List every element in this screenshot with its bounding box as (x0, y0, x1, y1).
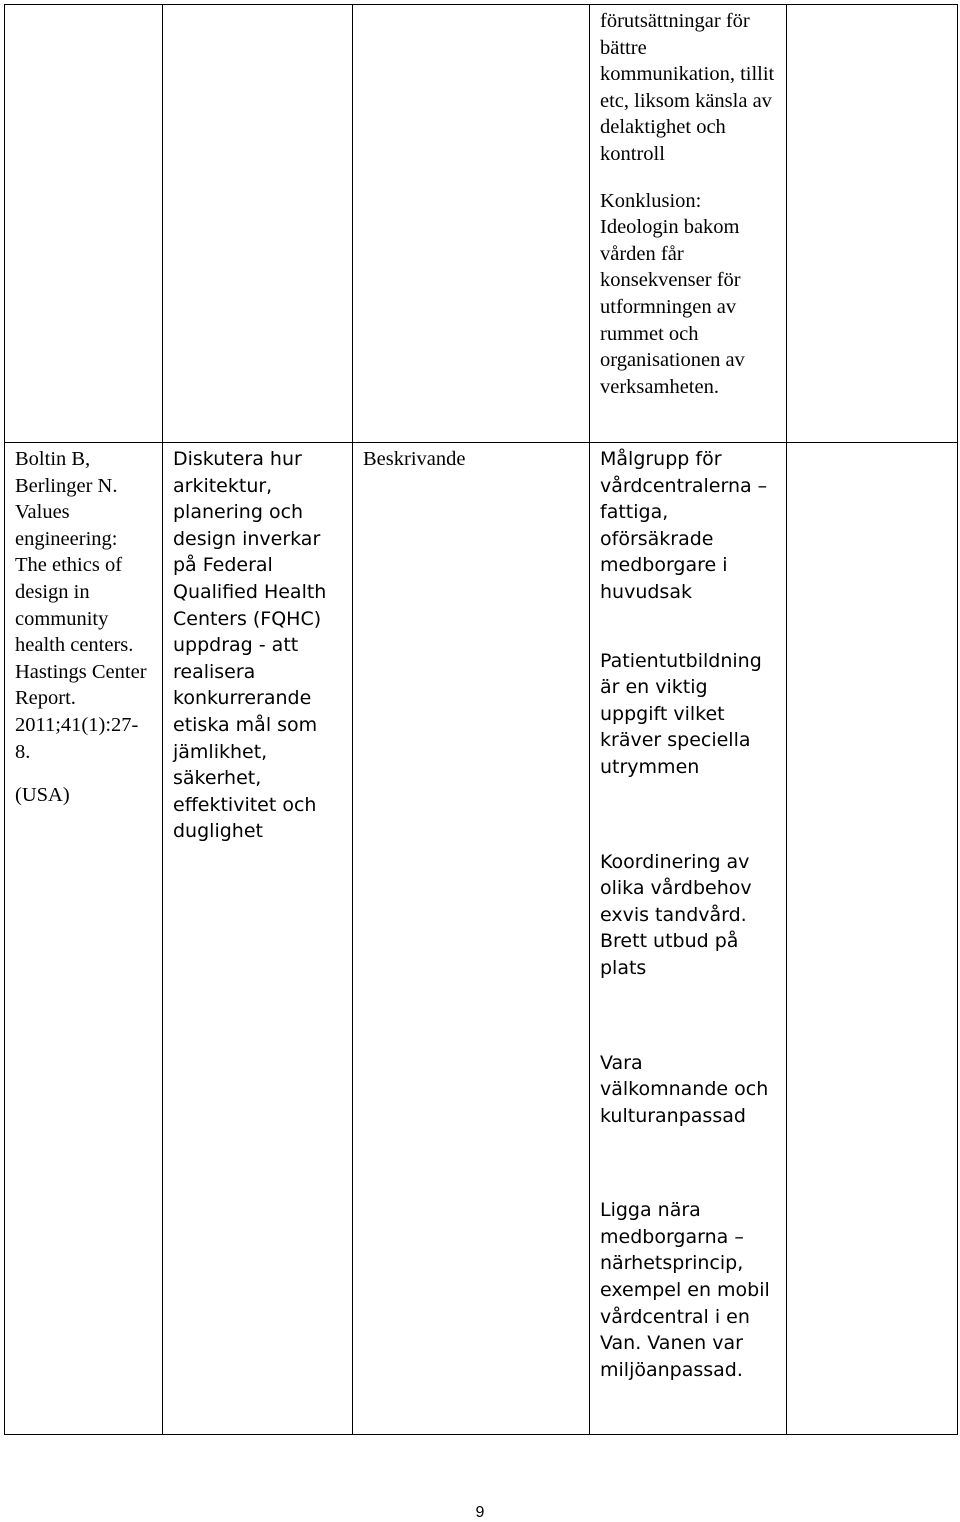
findings-cell (590, 443, 787, 1435)
finding-paragraph: Målgrupp för vårdcentralerna – fattiga, oförsäkrade medborgare i huvudsak (600, 448, 768, 603)
table-row-continued (5, 5, 958, 443)
country-text: (USA) (15, 784, 70, 807)
method-cell (353, 443, 590, 1435)
aim-cell-empty (163, 5, 353, 443)
aim-cell (163, 443, 353, 1435)
reference-text: Boltin B, Berlinger N. Values engineering: The ethics of design in community health centers. Hastings Center Report. 2011;41(1):27-8. (15, 448, 147, 763)
finding-paragraph: Patientutbildning är en viktig uppgift vilket kräver speciella utrymmen (600, 649, 762, 778)
reference-cell-empty (5, 5, 163, 443)
findings-cell-continued (590, 5, 787, 443)
method-text: Beskrivande (363, 448, 466, 470)
reference-cell (5, 443, 163, 1435)
extra-cell-empty (787, 443, 958, 1435)
finding-paragraph: Koordinering av olika vårdbehov exvis tandvård. Brett utbud på plats (600, 850, 752, 979)
finding-paragraph: Vara välkomnande och kulturanpassad (600, 1051, 769, 1127)
finding-paragraph: Ligga nära medborgarna – närhetsprincip, exempel en mobil vårdcentral i en Van. Vanen var miljöanpassad. (600, 1199, 770, 1381)
page-number: 9 (475, 1504, 485, 1521)
conclusion-paragraph: Konklusion: Ideologin bakom vården får konsekvenser för utformningen av rummet och organisationen av verksamheten. (600, 189, 745, 398)
table-row (5, 443, 958, 1435)
method-cell-empty (353, 5, 590, 443)
aim-text: Diskutera hur arkitektur, planering och design inverkar på Federal Qualified Health Centers (FQHC) uppdrag - att realisera konkurrerande etiska mål som jämlikhet, säkerhet, effektivitet och duglighet (173, 448, 327, 843)
extra-cell-empty (787, 5, 958, 443)
study-table (4, 4, 958, 1435)
finding-paragraph: förutsättningar för bättre kommunikation, tillit etc, liksom känsla av delaktighet och kontroll (600, 10, 775, 165)
